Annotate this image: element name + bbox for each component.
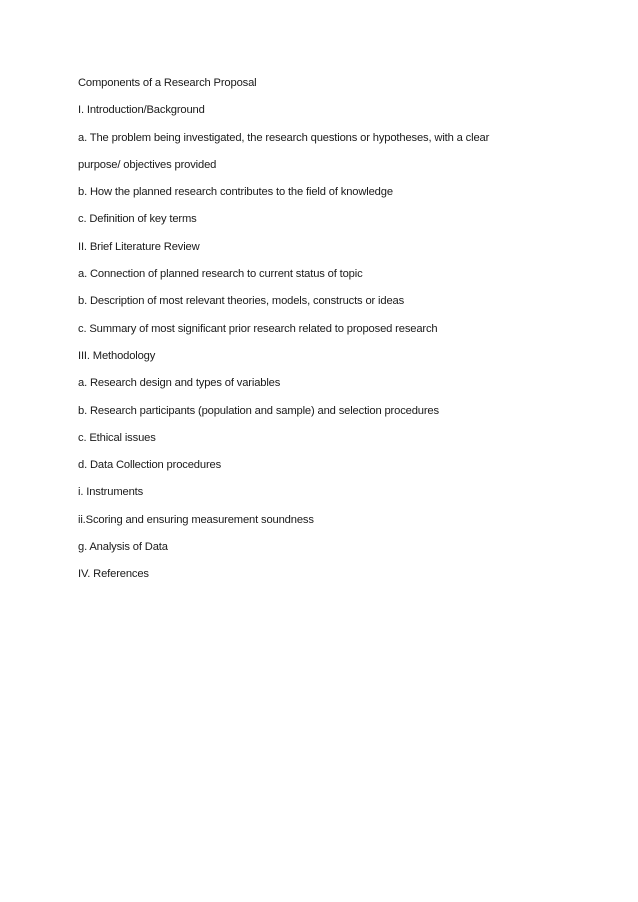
section-heading-introduction: I. Introduction/Background (78, 104, 205, 117)
list-item: b. Description of most relevant theories, models, constructs or ideas (78, 295, 405, 308)
list-item: purpose/ objectives provided (78, 158, 217, 171)
list-item: g. Analysis of Data (78, 541, 168, 554)
list-item: i. Instruments (78, 486, 144, 499)
list-item: ii.Scoring and ensuring measurement soundness (78, 513, 314, 526)
document-title: Components of a Research Proposal (78, 77, 257, 89)
list-item: c. Summary of most significant prior research related to proposed research (78, 322, 438, 335)
list-item: a. Research design and types of variables (78, 377, 281, 390)
section-heading-references: IV. References (78, 568, 149, 581)
list-item: a. The problem being investigated, the research questions or hypotheses, with a clear (78, 131, 490, 144)
document-body (78, 76, 578, 595)
section-heading-methodology: III. Methodology (78, 349, 156, 362)
list-item: c. Definition of key terms (78, 213, 197, 226)
list-item: b. Research participants (population and sample) and selection procedures (78, 404, 439, 417)
list-item: b. How the planned research contributes to the field of knowledge (78, 186, 393, 199)
list-item: d. Data Collection procedures (78, 459, 222, 472)
list-item: a. Connection of planned research to current status of topic (78, 268, 363, 281)
list-item: c. Ethical issues (78, 431, 156, 444)
section-heading-literature-review: II. Brief Literature Review (78, 240, 200, 253)
